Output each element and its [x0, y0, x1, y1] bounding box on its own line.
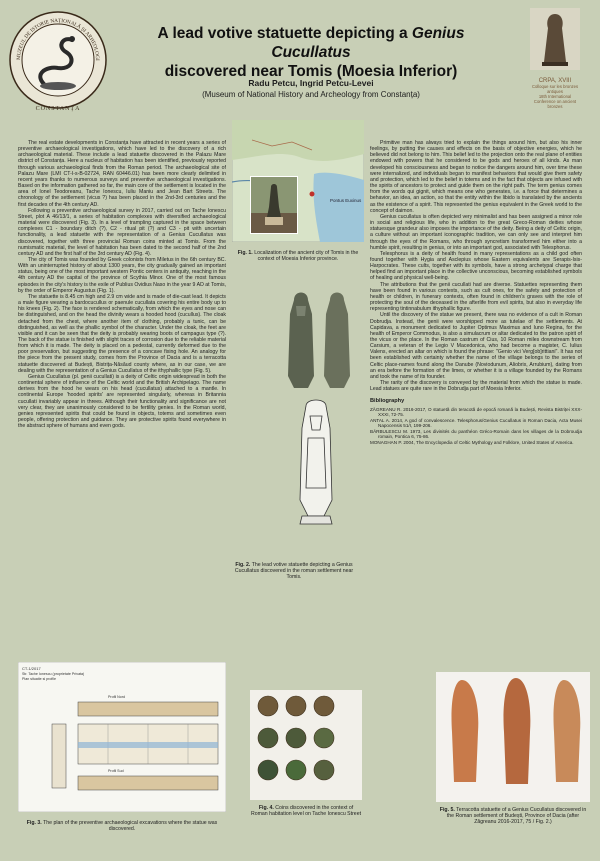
figure-1-caption: [232, 250, 364, 262]
figure-3-caption: [18, 820, 226, 832]
figure-2-caption: [228, 562, 360, 581]
svg-text:MUZEUL DE ISTORIE NAȚIONALĂ ȘI: MUZEUL DE ISTORIE NAȚIONALĂ ȘI ARHEOLOGI: [15, 17, 101, 61]
bibliography: [370, 398, 582, 445]
ovid-statue-photo: [251, 177, 297, 233]
authors: Radu Petcu, Ingrid Petcu-Levei: [248, 78, 374, 88]
bibliography-item: ZĂGREANU R. 2016-2017, O statuetă din teracotă de epocă romană la Budești, Revista Bistriței XXX-XXXI, 72-75.: [370, 406, 582, 418]
text-column-right: [370, 140, 582, 445]
map-sea-label: Pontus Euxinus: [330, 198, 362, 203]
caption-text: Coins discovered in the context of Roman habitation level on Tache Ionescu Street: [250, 805, 362, 818]
figure-5-caption: [436, 807, 590, 826]
statuette-photos: [272, 288, 364, 556]
plan-label: Str. Tache Ionescu (proprietate Privata): [22, 672, 85, 676]
conference-title: CRPA, XVIII: [538, 78, 572, 84]
plan-label: Plan situatie si profile: [22, 677, 56, 681]
paragraph: Telesphorus is a deity of health found in many representations as a child god often found together with Hygia and Asclepius whose Eastern equivalents are Serapis-Isis-Harpocrates. These cults, together with its symbols, have a strong archetypal charge that helped find an important place in the collective unconscious, becoming established symbols of healing and physical well-being.: [370, 250, 582, 282]
paragraph: The statuette is 8.45 cm high and 2.9 cm wide and is made of die-cast lead. It depicts a male figure wearing a bardocucullus or paenule cucullata covering his entire body up to his knees (Fig. 2). The face is rendered schematically, from which the eyes and nose can be distinguished, and on the head the divinity wears a hooded hood (cucullus). The cloak detached from the chest, where another item of clothing, probably a tunic, can be distinguished, as well as the phallic symbol of the character. Under the cloak, the feet are visible and it can be seen that the deity is probably wearing boots of campagus type (?). The back of the statue is finished with slight traces of corrosion due to the reliable material from which it is made. The deity is placed on a pedestal, currently deformed due to the poor preservation, but suggesting the presence of a concave fixing hole. An analogy for the piece from the present study, comes from the Province of Dacia and is a terracotta statuette discovered at Budești, Bistrița-Năsăud county where, as in our case, we are dealing with the representation of a Genius Cucullatus of the ithyphallic type (Fig. 5).: [18, 293, 226, 374]
conference-line: antiques: [547, 89, 563, 94]
bibliography-item: BĂRBULESCU M. 1973, Les divinités du panthéon Gréco-Romain dans les villages de la Dobroudja romain, Pontica 6, 75-86.: [370, 428, 582, 440]
paragraph: Genius Cucullatus (pl. genii cucullati) is a deity of Celtic origin widespread in both the continental sphere of influence of the Celtic world and the British Archipelago. The name derives from the hood he wears on his head (cucullatus) attached to a mantle. In continental Europe 'hooded spirits' are represented singularly, whereas in Britannia cucullati invariably appear in threes. Although their functionality and significance are not very clear, they are unanimously considered to be fertility genies. In the Roman world, genies represented spirits that could be found in objects, totems and sometimes even people, offering protection and guidance. They are protective spirits found everywhere in the abstract sphere of humans and even gods.: [18, 373, 226, 430]
figure-number: Fig. 4.: [258, 805, 274, 811]
figure-4: [250, 690, 362, 817]
figure-number: Fig. 2.: [235, 562, 251, 568]
conference-logo: [516, 8, 594, 133]
caption-text: The plan of the preventive archaeological excavations where the statue was discovered.: [43, 820, 218, 833]
paragraph: Following a preventive archaeological survey in 2017, carried out on Tache Ionescu Street, plot A 46/13/1, a series of habitation complexes with diversified archaeological material were discovered (Fig. 3). In a level of trampling captured in the space between complexes C1 - boundary ditch (?), C2 - ritual pit (?) and C3 - pit with uncertain functionality, a lead statuette with the representation of a Genius Cucullatus was discovered, together with three provincial Roman coins minted at Tomis. From the numismatic material, the level of habitation has been dated to the second half of the 2nd century AD and the first half of the 3rd century AD (Fig. 4).: [18, 207, 226, 257]
paragraph: The real estate developments in Constanța have attracted in recent years a series of preventive archaeological investigations, which have led to the discovery of a rich archaeological material. These include a lead statuette discovered in the Palazu Mare district of Constanța. Here a nucleus of habitation has been identified, previously reported through various archaeological finds from the Roman period. The archaeological site of Palazu Mare (LMI CT-I-s-B-02724, RAN 60446.01) has been more clearly delimited in recent years thanks to numerous surveys and preventive archaeological investigations. Based on the information gathered so far, the main core of the settlement is located in the area of Ionel Teodoreanu, Tache Ionescu, Iuliu Maniu and Jean Bart Streets. The chronology of the settlement (vicus ?) has been placed in the 2nd-3rd centuries and the first decades of the 4th century AD.: [18, 140, 226, 208]
paragraph: Until the discovery of the statue we present, there was no evidence of a cult in Roman Dobrudja. Instead, the genii were worshipped more as tutelae of the settlements. At Capidava, a monument dedicated to Jupiter Optimus Maximus and Iuno Regina, for the health of Emperor Commodus, is also a simulacrum or altar dedicated to the patron spirit of the vicus or the place. In the Roman castrum of Cius, 10 Roman miles downstream from Carsium, a veteran of the Legio V Macedonica, who had become a magister, C. Iulius Valens, erected an altar on which is found the phrase: "Genio vici Verg[ob]rittiani". It has not been established with certainty whether the name of the village belongs to the series of Celtic place-names found along the Danube (Noviodunum, Aliobrix, Arrubium), dating from an era before the formation of the limes, or whether it is a village founded by the Romans and took the name of its founder.: [370, 312, 582, 380]
paragraph: Genius cucullatus is often depicted very minimalist and has been assigned a minor role in social and religious life, who in addition to the great Greco-Roman deities whose statuesque grandeur also imposes the importance of the deity. Being a deity of Celtic origin, a culture without an important iconographic tradition, we can only see and interpret him through the eyes of the Romans, who through syncretism transformed him either into a humble spirit, resulting in genius, or into an important god, associated with Telesphorus.: [370, 213, 582, 251]
map-inset-photo: [250, 176, 298, 234]
figure-1: [232, 120, 364, 262]
figure-number: Fig. 3.: [26, 820, 42, 826]
museum-logo-city: CONSTANȚA: [35, 106, 81, 112]
plan-label: CT-1/2017: [22, 666, 41, 671]
figure-2: [234, 288, 364, 581]
excavation-plan: [18, 662, 226, 812]
conference-line: bronzes: [547, 104, 563, 109]
paragraph: The city of Tomis was founded by Greek colonists from Miletus in the 6th century BC. With an uninterrupted history of about 1300 years, the city gradually gained an important status, being one of the most important western Pontic centers in antiquity, reaching in the 4th century AD the capital of the province of Scythia Minor. One of the most famous episodes in the city's history is the exile of Publius Ovidius Naso in the year 9 AD at Tomis, by the order of Emperor Augustus (Fig. 1).: [18, 256, 226, 294]
paragraph: The rarity of the discovery is conveyed by the material from which the statue is made. Lead statues are quite rare in the Dobrudja part of Moesia Inferior.: [370, 380, 582, 393]
museum-logo: [6, 8, 110, 118]
affiliation: (Museum of National History and Archeology from Constanța): [202, 90, 420, 99]
plan-label: Profil Sud: [108, 769, 124, 773]
figure-3: [18, 662, 226, 832]
text-column-left: [18, 140, 226, 429]
conference-line: Conference on ancient: [533, 99, 577, 104]
caption-text: The lead votive statuette depicting a Genius Cucullatus discovered in the roman settlement near Tomis.: [234, 562, 354, 581]
title-part-1: A lead votive statuette depicting a: [157, 25, 412, 42]
conference-line: Colloque sur les bronzes: [531, 84, 579, 89]
museum-seal-icon: [6, 8, 110, 118]
figure-number: Fig. 5.: [439, 807, 455, 813]
poster-title: [118, 24, 504, 81]
figure-4-caption: [250, 805, 362, 817]
title-italic: Genius Cucullatus: [271, 25, 465, 61]
title-part-2: discovered near Tomis (Moesia Inferior): [164, 63, 458, 80]
coins-photo: [250, 690, 362, 800]
figure-5: [436, 672, 590, 826]
caption-text: Terracotta statuette of a Genius Cucullatus discovered in the Roman settlement of Budești, Province of Dacia (after Zăgreanu 2016-2017, 75 / Fig. 2.): [446, 807, 587, 826]
paragraph: The attributions that the genii cucullati had are diverse. Statuettes representing them have been found in various contexts, such as cult ones, for the safety and protection of health or children, in funerary contexts, often found in children's graves with the role of protecting the soul of the deceased in the afterlife from evil spirits, but also in everyday life representing tintinnabulum ithyphallic figure.: [370, 281, 582, 313]
plan-label: Profil Nord: [108, 695, 125, 699]
conference-figure-icon: [530, 8, 580, 70]
figure-number: Fig. 1.: [237, 250, 253, 256]
conference-line: 18th International: [538, 94, 572, 99]
terracotta-statuette-photos: [436, 672, 590, 802]
paragraph: Primitive man has always tried to explain the things around him, but also his inner feelings, by putting the causes and effects on the basis of objective energies, which he believed did not belong to him. This belief led to the projection onto the real plane of entities endowed with powers that he considered to be gods and heroes of all kinds. As man developed his consciousness and began to notice the dangers around him, over time these were internalized, and individuals began to manifest behaviors that would give them safety and protection, which led to the belief in totems and in the fact that objects are infused with the spirits of ancestors to protect and guide them on the right path. The term genius comes from the words qui gignit, which means one who generates, i.e. a force that determines a behavior, an idea, an action, so that the entity within the libido is translated by the ancients as the existence of a spirit. This represented the genius equivalent in the Greek world to the concept of daimon.: [370, 140, 582, 214]
bibliography-item: ANTAL A. 2014, A god of convalescence. Telesphorus/Genius Cucullatus in Roman Dacia, Acta Musei Napocensis 51/I, 199-206.: [370, 417, 582, 429]
bibliography-heading: Bibliography: [370, 398, 405, 405]
caption-text: Localization of the ancient city of Tomis in the context of Moesia Inferior province.: [254, 250, 359, 263]
bibliography-item: MONAGHAN P. 2004, The Encyclopedia of Celtic Mythology and Folklore, United States of America.: [370, 439, 574, 445]
